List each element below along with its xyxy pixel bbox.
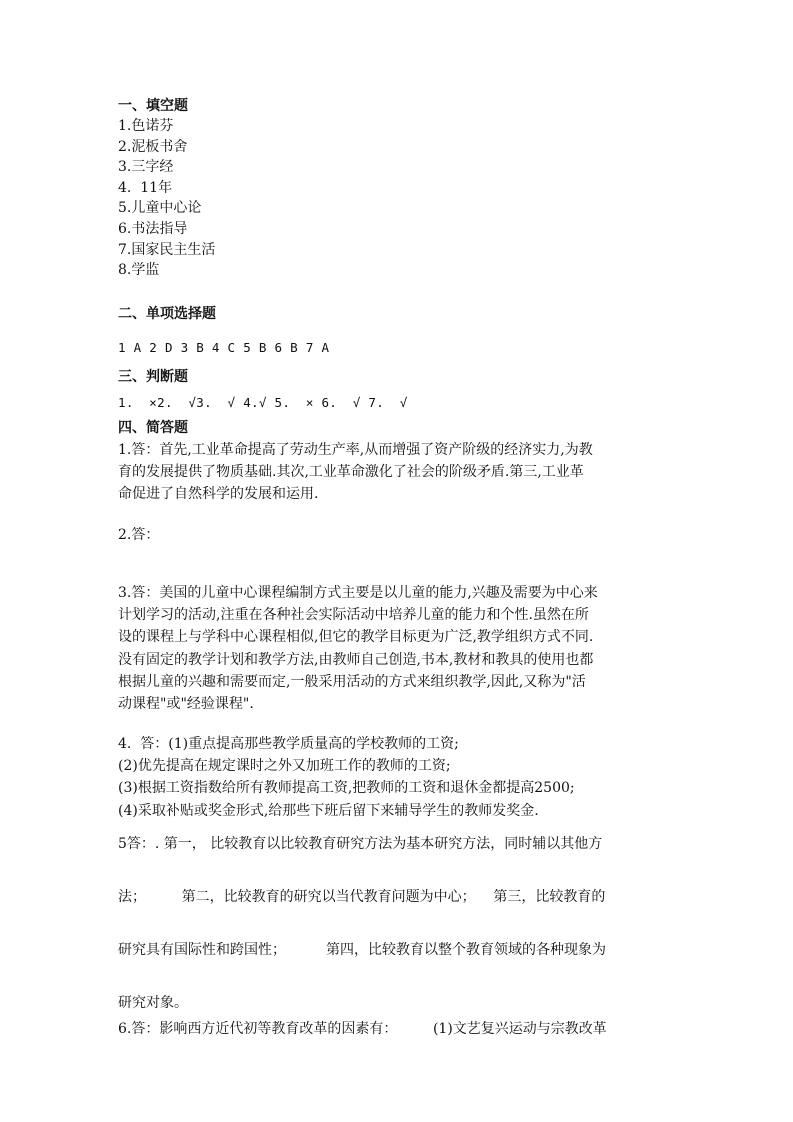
answer-line: 1.答：首先,工业革命提高了劳动生产率,从而增强了资产阶级的经济实力,为教: [118, 442, 593, 458]
answer-line: 4. 11年: [118, 179, 173, 196]
section-short-answer: [118, 418, 678, 438]
answer-line: (3)根据工资指数给所有教师提高工资,把教师的工资和退休金都提高2500;: [118, 780, 575, 797]
answer-6: [118, 1018, 678, 1040]
answer-line: 研究具有国际性和跨国性； 第四，比较教育以整个教育领域的各种现象为: [118, 942, 607, 958]
answer-line: 3.三字经: [118, 159, 174, 176]
answer-line: 6.书法指导: [118, 220, 188, 237]
answer-line: 2.答：: [118, 527, 160, 543]
answer-line: (2)优先提高在规定课时之外又加班工作的教师的工资;: [118, 758, 451, 775]
answer-4: [118, 733, 678, 822]
answer-1: [118, 439, 678, 506]
section-fill-in-blank: [118, 96, 678, 281]
answer-line: 5答：. 第一， 比较教育以比较教育研究方法为基本研究方法，同时辅以其他方: [118, 836, 603, 852]
section-heading: 四、简答题: [118, 420, 188, 436]
section-heading: 二、单项选择题: [118, 306, 216, 322]
answer-line: 设的课程上与学科中心课程相似,但它的教学目标更为广泛,教学组织方式不同.: [118, 629, 594, 646]
answer-line: 1.色诺芬: [118, 118, 174, 134]
answer-line: 研究对象。: [118, 995, 188, 1011]
answer-line: 3.答：美国的儿童中心课程编制方式主要是以儿童的能力,兴趣及需要为中心来: [118, 585, 598, 601]
section-heading: 一、填空题: [118, 98, 188, 114]
choice-answers: 1 A 2 D 3 B 4 C 5 B 6 B 7 A: [118, 340, 330, 355]
answer-line: 动课程"或"经验课程".: [118, 696, 254, 713]
answer-line: 8.学监: [118, 262, 160, 279]
section-single-choice: [118, 304, 678, 324]
answer-line: 6.答：影响西方近代初等教育改革的因素有： (1)文艺复兴运动与宗教改革: [118, 1021, 607, 1037]
answer-line: 5.儿童中心论: [118, 200, 202, 217]
answer-3: [118, 582, 678, 715]
section-true-false: [118, 367, 678, 387]
section-heading: 三、判断题: [118, 369, 188, 385]
answer-line: 7.国家民主生活: [118, 241, 216, 258]
answer-line: 命促进了自然科学的发展和运用.: [118, 486, 319, 503]
answer-5: [118, 818, 678, 1030]
answer-line: 根据儿童的兴趣和需要而定,一般采用活动的方式来组织教学,因此,又称为"活: [118, 673, 586, 690]
true-false-answers: 1. ×2. √3. √ 4.√ 5. × 6. √ 7. √: [118, 395, 408, 410]
answer-line: 4. 答：(1)重点提高那些教学质量高的学校教师的工资;: [118, 736, 459, 752]
answer-line: 2.泥板书舍: [118, 138, 188, 155]
answer-line: 育的发展提供了物质基础.其次,工业革命激化了社会的阶级矛盾.第三,工业革: [118, 464, 584, 481]
answer-2: [118, 524, 678, 546]
answer-line: 法； 第二，比较教育的研究以当代教育问题为中心； 第三，比较教育的: [118, 889, 606, 905]
answer-line: 没有固定的教学计划和教学方法,由教师自己创造,书本,教材和教具的使用也都: [118, 651, 594, 668]
answer-line: (4)采取补贴或奖金形式,给那些下班后留下来辅导学生的教师发奖金.: [118, 802, 539, 819]
answer-line: 计划学习的活动,注重在各种社会实际活动中培养儿童的能力和个性.虽然在所: [118, 607, 589, 624]
